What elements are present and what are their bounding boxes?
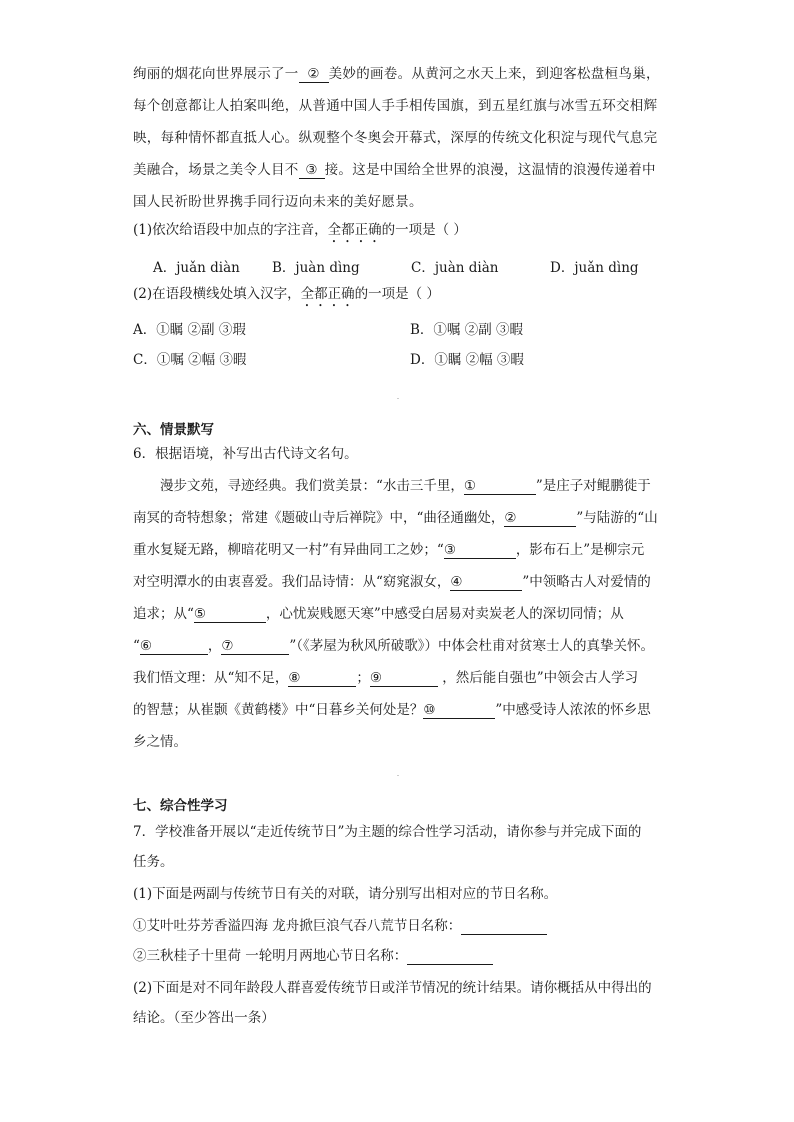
passage-blank-2[interactable]: ② (299, 67, 329, 83)
passage-line-1 (133, 62, 660, 83)
question-5-2-stem (133, 282, 440, 310)
recite-blank-5[interactable]: ⑤ (194, 607, 266, 623)
couplet-text: ②三秋桂子十里荷 一轮明月两地心节日名称： (133, 948, 408, 964)
recite-line-7 (133, 666, 638, 687)
question-7-sub-1: (1)下面是两副与传统节日有关的对联，请分别写出相对应的节日名称。 (133, 886, 558, 902)
question-6-stem: 6．根据语境，补写出古代诗文名句。 (133, 446, 358, 462)
question-7-sub-2-line-1: (2)下面是对不同年龄段人群喜爱传统节日或洋节情况的统计结果。请你概括从中得出的 (133, 980, 652, 996)
festival-answer-2[interactable] (407, 949, 493, 965)
recite-text: 重水复疑无路，柳暗花明又一村”有异曲同工之妙；“ (133, 542, 444, 558)
recite-blank-7[interactable]: ⑦ (221, 639, 289, 655)
option-c[interactable]: C．①嘱 ②幅 ③暇 (133, 352, 247, 368)
option-d[interactable]: D．juǎn dìng (550, 260, 639, 276)
option-a[interactable]: A．①瞩 ②副 ③瑕 (133, 322, 246, 338)
recite-text: 追求；从“ (133, 606, 194, 622)
option-b[interactable]: B．①嘱 ②副 ③暇 (410, 322, 524, 338)
recite-line-5 (133, 602, 624, 623)
stem-text: 的一项是（ ） (381, 222, 467, 238)
recite-line-6 (133, 634, 654, 655)
passage-text: 美融合，场景之美令人目不 (133, 162, 299, 178)
recite-text: “ (133, 638, 140, 654)
recite-blank-9[interactable]: ⑨ (370, 671, 438, 687)
recite-text: 的智慧；从崔颢《黄鹤楼》中“日暮乡关何处是？ (133, 702, 424, 718)
passage-line-3: 映，每种情怀都直抵人心。纵观整个冬奥会开幕式，深厚的传统文化积淀与现代气息完 (133, 130, 658, 146)
stem-text: (2)在语段横线处填入汉字， (133, 286, 301, 302)
recite-line-3 (133, 538, 644, 559)
couplet-1 (133, 914, 547, 935)
recite-line-9: 乡之情。 (133, 734, 187, 750)
recite-blank-6[interactable]: ⑥ (140, 639, 208, 655)
recite-text: ， (207, 638, 222, 654)
passage-text: 接。这是中国给全世界的浪漫，这温情的浪漫传递着中 (324, 162, 656, 178)
recite-text: ； (356, 670, 370, 686)
option-c[interactable]: C．juàn diàn (411, 260, 499, 276)
question-5-1-stem (133, 218, 467, 246)
scan-speck (397, 775, 399, 776)
recite-text: ”与陆游的“山 (576, 510, 658, 526)
festival-answer-1[interactable] (461, 919, 547, 935)
question-7-sub-2-line-2: 结论。（至少答出一条） (133, 1010, 275, 1026)
couplet-2 (133, 944, 493, 965)
recite-blank-3[interactable]: ③ (444, 543, 516, 559)
option-d[interactable]: D．①瞩 ②幅 ③暇 (410, 352, 524, 368)
passage-blank-3[interactable]: ③ (299, 163, 325, 179)
recite-text: ”中领略古人对爱情的 (522, 574, 651, 590)
recite-text: ”中感受诗人浓浓的怀乡思 (495, 702, 651, 718)
scan-speck (397, 398, 399, 399)
recite-text: ，影布石上”是柳宗元 (515, 542, 645, 558)
recite-text: 漫步文苑，寻迹经典。我们赏美景：“水击三千里， (160, 478, 464, 494)
stem-text: 的一项是（ ） (354, 286, 440, 302)
emphasis-text: 全都正确 (327, 222, 382, 238)
recite-blank-4[interactable]: ④ (450, 575, 522, 591)
recite-blank-2[interactable]: ② (504, 511, 576, 527)
recite-blank-8[interactable]: ⑧ (288, 671, 356, 687)
option-a[interactable]: A．juǎn diàn (153, 260, 240, 276)
question-7-line-1: 7．学校准备开展以“走近传统节日”为主题的综合性学习活动，请你参与并完成下面的 (133, 824, 642, 840)
recite-line-8 (133, 698, 651, 719)
recite-text: ，然后能自强也”中领会古人学习 (437, 670, 639, 686)
passage-line-2: 每个创意都让人拍案叫绝，从普通中国人手手相传国旗，到五星红旗与冰雪五环交相辉 (133, 98, 658, 114)
recite-text: 对空明潭水的由衷喜爱。我们品诗情：从“窈窕淑女， (133, 574, 451, 590)
section-7-heading: 七、综合性学习 (133, 798, 228, 814)
recite-text: 南冥的奇特想象；常建《题破山寺后禅院》中，“曲径通幽处， (133, 510, 505, 526)
recite-text: ”是庄子对鲲鹏徙于 (535, 478, 651, 494)
recite-text: ”（《茅屋为秋风所破歌》）中体会杜甫对贫寒士人的真挚关怀。 (289, 638, 655, 654)
recite-text: 我们悟文理：从“知不足， (133, 670, 289, 686)
passage-text: 绚丽的烟花向世界展示了一 (133, 66, 299, 82)
recite-blank-1[interactable]: ① (464, 479, 536, 495)
passage-line-5: 国人民祈盼世界携手同行迈向未来的美好愿景。 (133, 194, 423, 210)
option-b[interactable]: B．juàn dìng (272, 260, 360, 276)
stem-text: (1)依次给语段中加点的字注音， (133, 222, 328, 238)
section-6-heading: 六、情景默写 (133, 422, 214, 438)
recite-blank-10[interactable]: ⑩ (423, 703, 495, 719)
recite-line-4 (133, 570, 651, 591)
recite-line-1 (160, 474, 651, 495)
question-7-line-2: 任务。 (133, 854, 174, 870)
recite-text: ，心忧炭贱愿天寒”中感受白居易对卖炭老人的深切同情；从 (265, 606, 624, 622)
passage-line-4 (133, 158, 656, 179)
recite-line-2 (133, 506, 658, 527)
couplet-text: ①艾叶吐芬芳香溢四海 龙舟掀巨浪气吞八荒节日名称： (133, 918, 462, 934)
emphasis-text: 全都正确 (300, 286, 355, 302)
passage-text: 美妙的画卷。从黄河之水天上来，到迎客松盘桓鸟巢， (328, 66, 660, 82)
